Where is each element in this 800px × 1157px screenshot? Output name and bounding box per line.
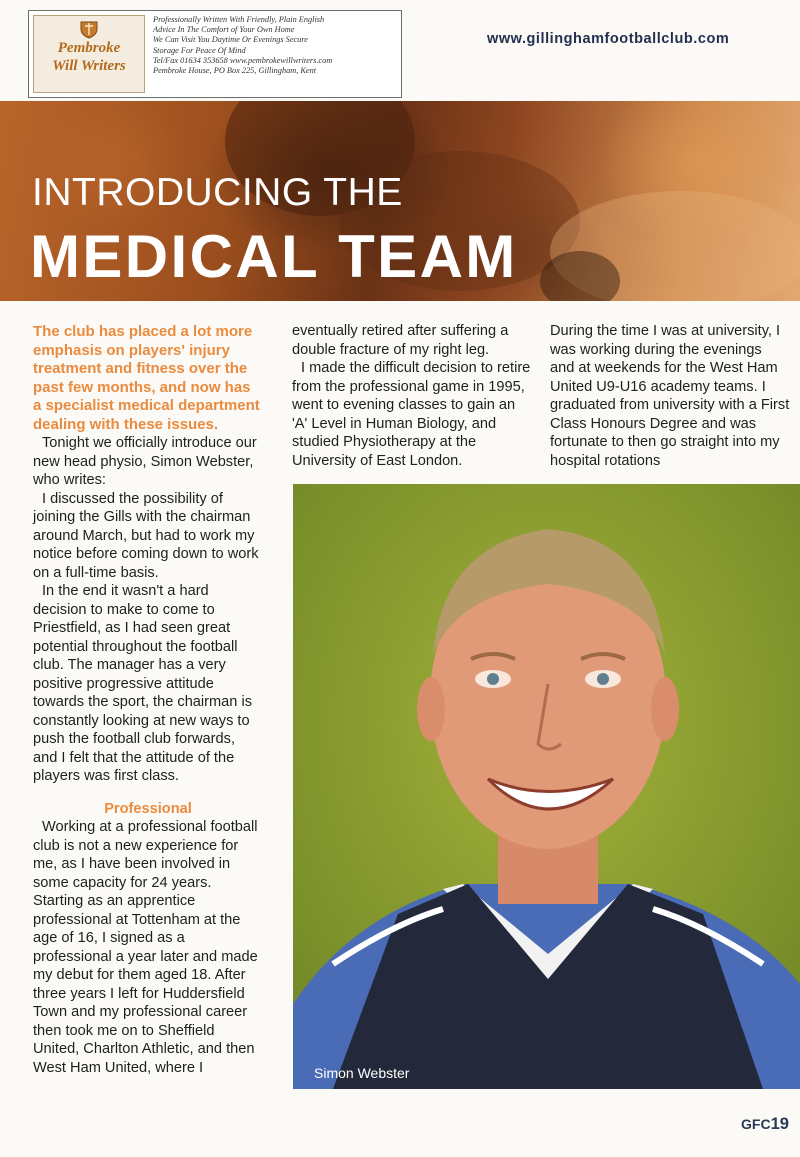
- title-banner: [0, 101, 800, 301]
- website-url[interactable]: www.gillinghamfootballclub.com: [487, 31, 730, 47]
- logo-line-2: Will Writers: [52, 58, 126, 74]
- page-number-value: 19: [770, 1115, 789, 1133]
- banner-title-line-2: MEDICAL TEAM: [30, 223, 518, 290]
- advert-line: We Can Visit You Daytime Or Evenings Secure: [153, 35, 308, 45]
- crest-icon: [78, 19, 100, 39]
- portrait-photo: [293, 484, 800, 1089]
- article-paragraph: Tonight we officially introduce our new head physio, Simon Webster, who writes:: [33, 435, 257, 488]
- article-paragraph: I made the difficult decision to retire from the professional game in 1995, went to evening classes to gain an 'A' Level in Human Biology, and studied Physiotherapy at the University of East London.: [292, 360, 531, 469]
- advert-box: [28, 10, 402, 98]
- advert-line: Tel/Fax 01634 353658 www.pembrokewillwriters.com: [153, 55, 333, 65]
- advert-line: Professionally Written With Friendly, Plain English: [153, 15, 325, 24]
- banner-title-line-1: INTRODUCING THE: [32, 171, 403, 214]
- advert-line: Storage For Peace Of Mind: [153, 45, 246, 55]
- advert-line: Advice In The Comfort of Your Own Home: [153, 25, 295, 35]
- logo-line-1: Pembroke: [57, 40, 121, 56]
- page-number: [741, 1115, 789, 1134]
- portrait-illustration: [293, 484, 800, 1089]
- photo-caption: Simon Webster: [314, 1065, 410, 1081]
- advert-line: Pembroke House, PO Box 225, Gillingham, Kent: [153, 66, 317, 76]
- article-paragraph: Working at a professional football club is not a new experience for me, as I have been involved in some capacity for 24 years. Starting as an apprentice professional at Tottenham at the age of 16, I signed as a professional a year later and made my debut for them aged 18. After three years I left for Huddersfield Town and my professional career then took me on to Sheffield United, Charlton Athletic, and then West Ham United, where I: [33, 819, 258, 1076]
- article-paragraph: In the end it wasn't a hard decision to make to come to Priestfield, as I had seen great potential throughout the football club. The manager has a very positive progressive attitude towards the sport, the chairman is constantly looking at new ways to push the football club forwards, and I felt that the attitude of the players was first class.: [33, 583, 253, 784]
- article-paragraph: eventually retired after suffering a double fracture of my right leg.: [292, 323, 509, 358]
- article-column-1: [33, 323, 263, 1077]
- advert-logo: [33, 15, 145, 93]
- article-column-3: [550, 322, 790, 470]
- article-paragraph: I discussed the possibility of joining the Gills with the chairman around March, but had to work my notice before coming down to work on a full-time basis.: [33, 490, 259, 581]
- advert-text: [153, 15, 397, 76]
- article-column-2: [292, 322, 532, 470]
- article-paragraph: During the time I was at university, I was working during the evenings and at weekends for the West Ham United U9-U16 academy teams. I graduated from university with a First Class Honours Degree and was fortunate to then go straight into my hospital rotations: [550, 323, 790, 469]
- section-subheading: Professional: [104, 800, 192, 817]
- article-intro: The club has placed a lot more emphasis on players' injury treatment and fitness over the past few months, and now has a specialist medical department dealing with these issues.: [33, 323, 260, 433]
- page-prefix: GFC: [741, 1116, 771, 1132]
